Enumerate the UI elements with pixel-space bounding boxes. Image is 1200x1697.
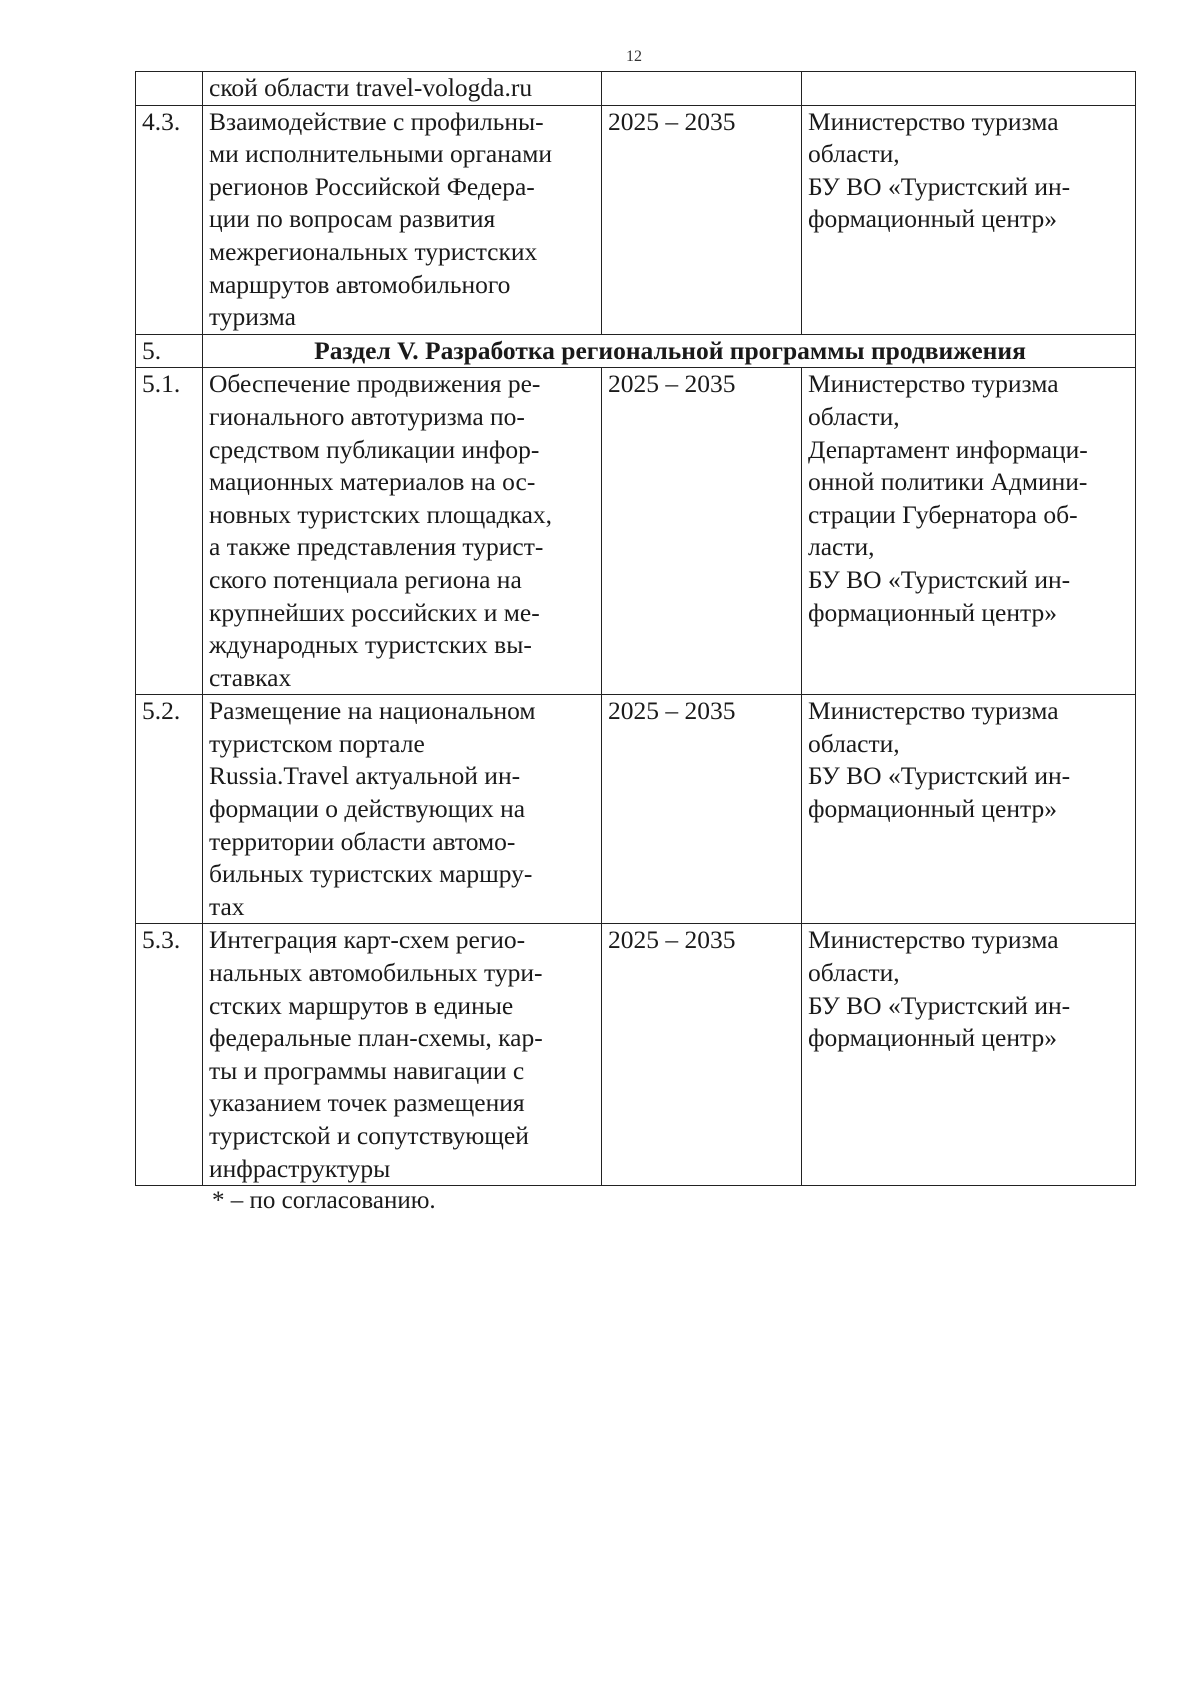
period-cell <box>602 72 802 106</box>
activity-cell <box>203 368 602 695</box>
text-line: гионального автотуризма по- <box>209 401 525 431</box>
activity-cell <box>203 105 602 334</box>
table-row <box>136 695 1136 924</box>
text-line: БУ ВО «Туристский ин- <box>808 564 1071 594</box>
table-row <box>136 72 1136 106</box>
text-line: Министерство туризма <box>808 369 1059 399</box>
text-line: страции Губернатора об- <box>808 499 1078 529</box>
period-cell: 2025 – 2035 <box>602 924 802 1186</box>
period-cell: 2025 – 2035 <box>602 368 802 695</box>
text-line: ждународных туристских вы- <box>209 630 532 660</box>
text-line: ми исполнительными органами <box>209 139 552 169</box>
text-line: ты и программы навигации с <box>209 1055 525 1085</box>
text-line: стских маршрутов в единые <box>209 990 514 1020</box>
text-line: инфраструктуры <box>209 1153 391 1183</box>
table-row <box>136 924 1136 1186</box>
text-line: бильных туристских маршру- <box>209 859 533 889</box>
text-line: ского потенциала региона на <box>209 564 522 594</box>
executors-cell <box>802 368 1136 695</box>
text-line: ставках <box>209 662 292 692</box>
period-cell: 2025 – 2035 <box>602 695 802 924</box>
row-number <box>136 72 203 106</box>
text-line: межрегиональных туристских <box>209 236 538 266</box>
section-title: Раздел V. Разработка региональной программы продвижения <box>203 334 1136 368</box>
text-line: Интеграция карт-схем регио- <box>209 925 526 955</box>
text-line: средством публикации инфор- <box>209 434 540 464</box>
text-line: Министерство туризма <box>808 696 1059 726</box>
text-line: туристском портале <box>209 728 425 758</box>
text-line: Министерство туризма <box>808 925 1059 955</box>
text-line: Размещение на национальном <box>209 696 536 726</box>
table-row <box>136 368 1136 695</box>
text-line: федеральные план-схемы, кар- <box>209 1023 543 1053</box>
text-line: маршрутов автомобильного <box>209 269 511 299</box>
activity-cell <box>203 695 602 924</box>
section-number: 5. <box>136 334 203 368</box>
text-line: а также представления турист- <box>209 532 544 562</box>
text-line: тах <box>209 891 245 921</box>
period-cell: 2025 – 2035 <box>602 105 802 334</box>
text-line: Russia.Travel актуальной ин- <box>209 761 521 791</box>
text-line: туризма <box>209 302 296 332</box>
text-line: области, <box>808 958 900 988</box>
text-line: области, <box>808 401 900 431</box>
text-line: БУ ВО «Туристский ин- <box>808 990 1071 1020</box>
page-number: 12 <box>626 48 642 65</box>
text-line: БУ ВО «Туристский ин- <box>808 761 1071 791</box>
text-line: ской области travel-vologda.ru <box>209 73 533 102</box>
text-line: Министерство туризма <box>808 106 1059 136</box>
row-number: 4.3. <box>136 105 203 334</box>
footnote: * – по согласованию. <box>212 1187 436 1214</box>
text-line: ции по вопросам развития <box>209 204 496 234</box>
executors-cell <box>802 72 1136 106</box>
text-line: ласти, <box>808 532 875 562</box>
executors-cell <box>802 695 1136 924</box>
row-number: 5.3. <box>136 924 203 1186</box>
text-line: формационный центр» <box>808 597 1057 627</box>
executors-cell <box>802 105 1136 334</box>
table-row <box>136 105 1136 334</box>
text-line: мационных материалов на ос- <box>209 467 536 497</box>
text-line: туристской и сопутствующей <box>209 1121 529 1150</box>
text-line: территории области автомо- <box>209 826 516 856</box>
text-line: области, <box>808 139 900 169</box>
activity-cell <box>203 924 602 1186</box>
row-number: 5.2. <box>136 695 203 924</box>
text-line: формационный центр» <box>808 794 1057 824</box>
text-line: указанием точек размещения <box>209 1088 525 1118</box>
executors-cell <box>802 924 1136 1186</box>
text-line: крупнейших российских и ме- <box>209 597 540 627</box>
text-line: нальных автомобильных тури- <box>209 958 543 988</box>
row-number: 5.1. <box>136 368 203 695</box>
text-line: новных туристских площадках, <box>209 499 553 529</box>
text-line: онной политики Админи- <box>808 467 1088 497</box>
text-line: области, <box>808 728 900 758</box>
activity-cell <box>203 72 602 106</box>
text-line: Взаимодействие с профильны- <box>209 106 544 136</box>
text-line: Департамент информаци- <box>808 434 1088 464</box>
plan-table <box>135 71 1136 1186</box>
text-line: Обеспечение продвижения ре- <box>209 369 541 399</box>
text-line: формационный центр» <box>808 204 1057 234</box>
text-line: регионов Российской Федера- <box>209 171 535 201</box>
section-row <box>136 334 1136 368</box>
text-line: БУ ВО «Туристский ин- <box>808 171 1071 201</box>
text-line: формации о действующих на <box>209 794 526 824</box>
text-line: формационный центр» <box>808 1023 1057 1053</box>
